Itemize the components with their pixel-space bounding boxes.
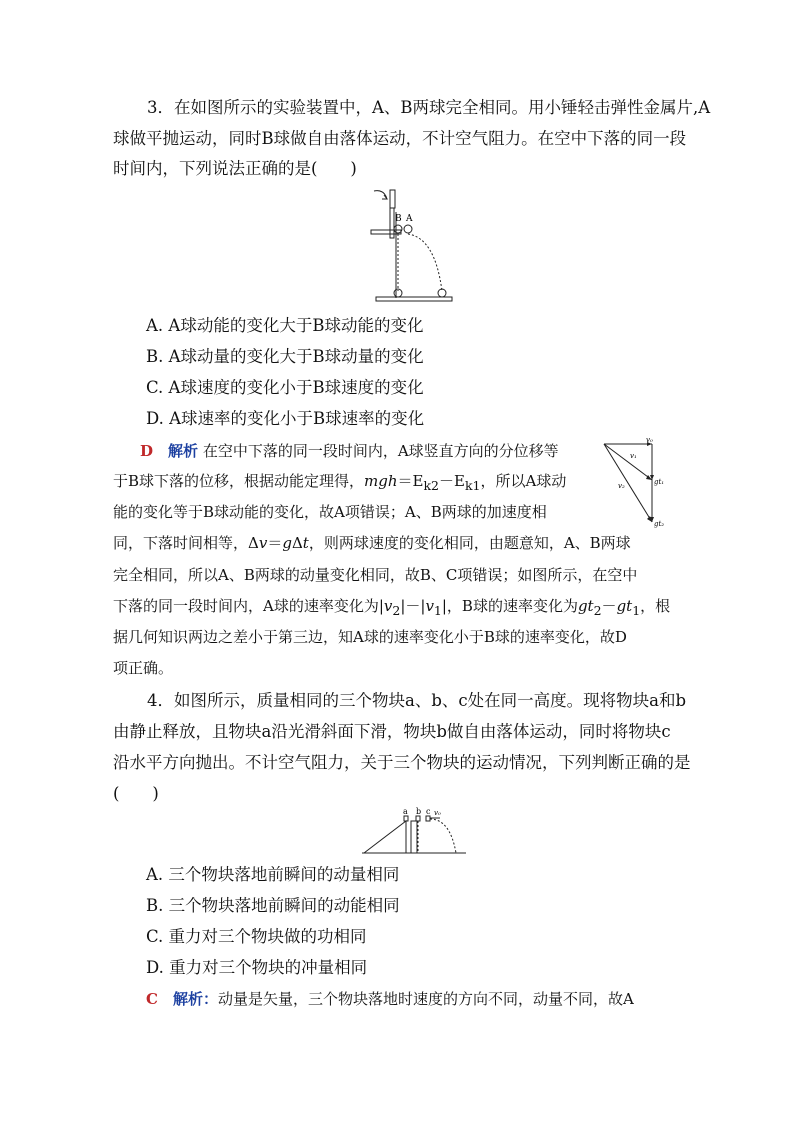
q3-analysis-line-2: 于B球下落的位移，根据动能定理得，$mgh=E_{k2}-E_{k1}$，所以A球动	[113, 472, 567, 493]
q3-analysis-line-5: 完全相同，所以A、B两球的动量变化相同，故B、C项错误；如图所示，在空中	[113, 566, 638, 584]
q3-analysis-line-6: 下落的同一段时间内，A球的速率变化为$|v_2|-|v_1|$，B球的速率变化为$gt_2-gt_1$，根	[113, 597, 671, 618]
ground-base	[376, 297, 452, 301]
q4-stem-line-4: ( )	[113, 784, 159, 803]
q4-blocks-figure	[362, 807, 472, 857]
q3-analysis-label: 解析	[168, 442, 199, 460]
v2-label: v₂	[618, 482, 625, 490]
q3-stem-line-3: 时间内，下列说法正确的是( )	[113, 159, 357, 178]
a-path	[408, 234, 442, 291]
label-v0: v₀	[434, 809, 441, 817]
gt2-label: gt₂	[654, 520, 665, 528]
block-c	[426, 816, 430, 821]
q4-stem-line-2: 由静止释放，且物块a沿光滑斜面下滑，物块b做自由落体运动，同时将物块c	[113, 722, 671, 741]
velocity-triangle-figure	[600, 436, 678, 532]
q4-option-d: D. 重力对三个物块的冲量相同	[146, 958, 368, 977]
label-b: b	[416, 807, 422, 816]
q4-option-a: A. 三个物块落地前瞬间的动量相同	[146, 865, 400, 884]
q3-option-b: B. A球动量的变化大于B球动量的变化	[146, 347, 424, 366]
q3-analysis-line-1: D 解析 在空中下落的同一段时间内，A球竖直方向的分位移等	[140, 442, 559, 460]
v1-label: v₁	[630, 452, 637, 460]
q3-option-c: C. A球速度的变化小于B球速度的变化	[146, 378, 424, 397]
pillar	[411, 821, 417, 853]
q3-analysis-line-7: 据几何知识两边之差小于第三边，知A球的速率变化小于B球的速率变化，故D	[113, 628, 627, 646]
incline	[364, 821, 406, 853]
v0-label: v₀	[646, 436, 653, 444]
block-a	[404, 816, 408, 821]
label-a: A	[406, 214, 413, 224]
gt1-label: gt₁	[654, 478, 665, 486]
block-b	[416, 816, 420, 821]
label-b: B	[395, 214, 402, 224]
ball-a	[404, 225, 412, 233]
v2-vector	[604, 444, 652, 522]
q3-analysis-line-8: 项正确。	[113, 659, 174, 677]
q3-option-d: D. A球速率的变化小于B球速率的变化	[146, 409, 425, 428]
q4-option-c: C. 重力对三个物块做的功相同	[146, 927, 367, 946]
q3-analysis-line-3: 能的变化等于B球动能的变化，故A项错误；A、B两球的加速度相	[113, 503, 547, 521]
label-a: a	[403, 807, 408, 816]
q3-analysis-line-4: 同，下落时间相等，Δv＝gΔt，则两球速度的变化相同，由题意知，A、B两球	[113, 534, 631, 552]
q4-answer: C	[146, 990, 158, 1008]
q4-analysis-line-1: C 解析：动量是矢量，三个物块落地时速度的方向不同，动量不同，故A	[146, 990, 634, 1008]
q3-apparatus-figure	[360, 183, 460, 303]
c-path	[430, 819, 456, 853]
v1-vector	[604, 444, 652, 480]
q4-stem-line-1: 4．如图所示，质量相同的三个物块a、b、c处在同一高度。现将物块a和b	[147, 691, 687, 710]
q3-stem-line-2: 球做平抛运动，同时B球做自由落体运动，不计空气阻力。在空中下落的同一段	[113, 129, 687, 148]
label-c: c	[426, 807, 431, 816]
ball-b	[394, 225, 402, 233]
q4-stem-line-3: 沿水平方向抛出。不计空气阻力，关于三个物块的运动情况，下列判断正确的是	[113, 753, 691, 772]
q4-analysis-label: 解析：	[172, 990, 218, 1008]
q3-stem-line-1: 3．在如图所示的实验装置中，A、B两球完全相同。用小锤轻击弹性金属片,A	[147, 98, 711, 117]
ball-a-landed	[438, 289, 446, 297]
q3-option-a: A. A球动能的变化大于B球动能的变化	[146, 316, 424, 335]
hammer	[390, 190, 395, 208]
hammer-arrow	[374, 191, 387, 199]
q3-answer: D	[140, 442, 154, 460]
q4-option-b: B. 三个物块落地前瞬间的动能相同	[146, 896, 400, 915]
